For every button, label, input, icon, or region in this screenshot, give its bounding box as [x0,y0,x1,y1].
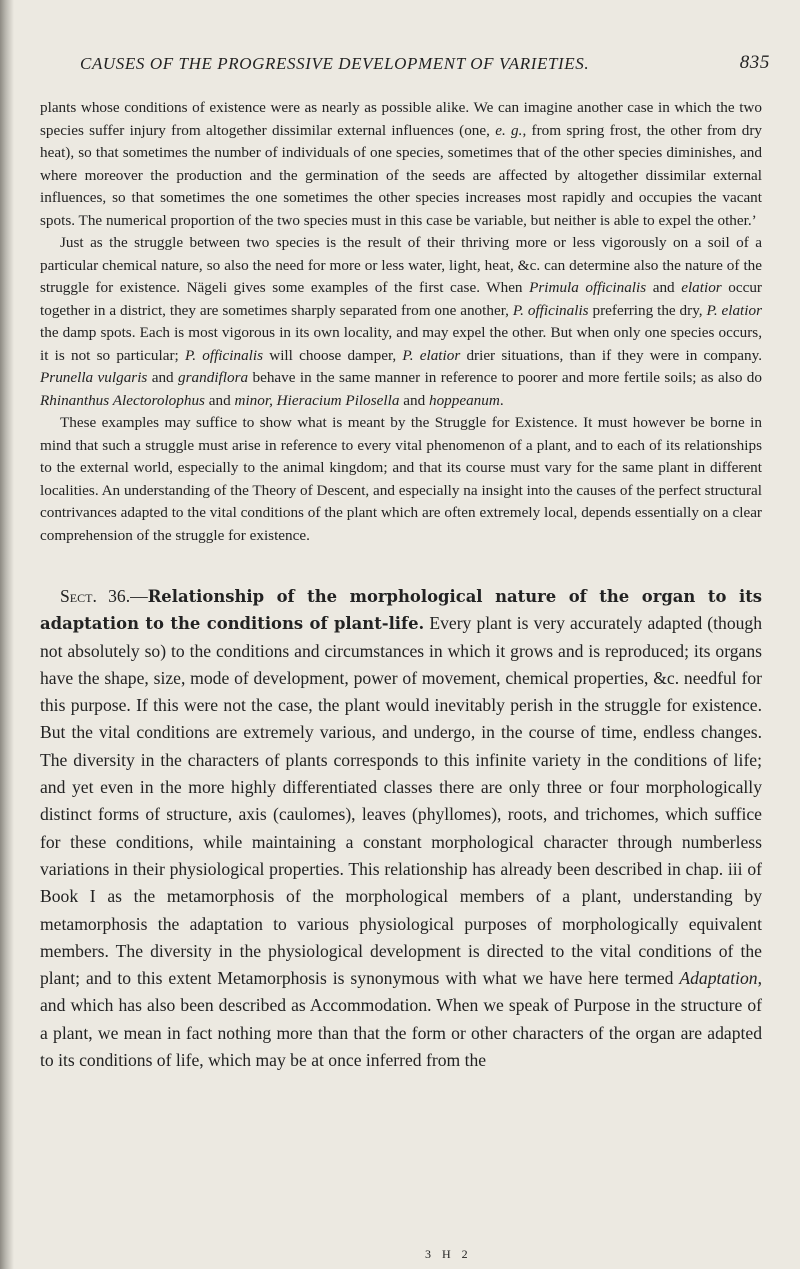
paragraph-struggle-summary: These examples may suffice to show what is meant by the Struggle for Existence. It must however be borne in mind that such a struggle must arise in reference to every vital phenomenon of a plant, and to each of its relationships to the external world, especially to the animal kingdom; and that its course must vary for the same plant in different localities. An understanding of the Theory of Descent, and especially na insight into the causes of the perfect structural contrivances adapted to the vital conditions of the plant which are often extremely local, depends essentially on a clear comprehension of the struggle for existence. [40,414,762,544]
paragraph-continuation [40,97,762,232]
paragraph-nageli-examples [40,232,762,412]
species-name: P. elatior [402,346,461,364]
text-run: occur together in a district, they are sometimes sharply separated from one another, [40,279,762,319]
species-name: grandiflora [178,369,249,386]
page-binding-edge [0,0,14,1269]
text-run: . [499,391,504,409]
species-name: minor, Hieracium Pilosella [234,391,400,409]
text-run: , and which has also been described as Accommodation. When we speak of Purpose in the structure of a plant, we mean in fact nothing more than that the form or other characters of the organ are adapted to its conditions of life, which may be at once inferred from the [40,968,762,1071]
paragraph-section-36 [40,583,762,1074]
large-type-section [40,583,762,1074]
species-name: P. officinalis [184,346,264,364]
text-run: and [147,369,179,386]
text-run: preferring the dry, [588,301,707,319]
text-run: behave in the same manner in reference to poorer and more fertile soils; as also do [248,369,762,386]
running-head-title: CAUSES OF THE PROGRESSIVE DEVELOPMENT OF VARIETIES. [80,54,590,73]
section-number: Sect. 36.— [60,586,148,606]
body-text [40,97,762,1074]
species-name: hoppeanum [428,391,500,409]
text-run: Every plant is very accurately adapted (though not absolutely so) to the conditions and circumstances in which it grows and is reproduced; its organs have the shape, size, mode of development, power of movement, chemical properties, &c. needful for this purpose. If this were not the case, the plant would inevitably perish in the struggle for existence. But the vital conditions are extremely various, and undergo, in the course of time, endless changes. The diversity in the characters of plants corresponds to this infinite variety in the conditions of life; and yet even in the more highly differentiated classes there are only three or four morphologically distinct forms of structure, axis (caulomes), leaves (phyllomes), roots, and trichomes, which suffice for these conditions, while maintaining a constant morphological character through numberless variations in their physiological properties. This relationship has already been described in chap. iii of Book I as the metamorphosis of the morphological members of a plant, understanding by metamorphosis the adaptation to various physiological purposes of morphologically equivalent members. The diversity in the physiological development is directed to the vital conditions of the plant; and to this extent Metamorphosis is synonymous with what we have here termed [40,613,763,989]
term-adaptation: Adaptation [679,968,758,989]
text-run: and [646,279,682,296]
text-run: and [399,391,429,409]
text-run: drier situations, than if they were in company. [460,346,762,364]
species-name: Prunella vulgaris [40,369,148,386]
text-run: will choose damper, [263,346,403,364]
species-name: P. officinalis [512,301,589,319]
text-run: , from spring frost, the other from dry heat), so that sometimes the number of individuals of one species, sometimes that of the other species diminishes, and where moreover the production and the germination of the seeds are affected by altogether dissimilar external influences, so that sometimes the one sometimes the other species increases most rapidly and occupies the vacant spots. The numerical proportion of the two species must in this case be variable, but neither is able to expel the other.’ [40,121,762,229]
species-name: P. elatior [706,301,763,319]
text-run: the damp spots. Each is most vigorous in its own locality, and may expel the other. But when only one species occurs, it is not so particular; [40,324,762,364]
page-number: 835 [739,52,770,73]
species-name: Rhinanthus Alectorolophus [40,391,205,409]
small-type-section [40,97,762,547]
section-heading: Relationship of the morphological nature of the organ to its adaptation to the conditions of plant-life. [40,587,762,634]
abbrev-eg: e. g. [495,121,523,139]
text-run: Just as the struggle between two species is the result of their thriving more or less vigorously on a soil of a particular chemical nature, so also the need for more or less water, light, heat, &c. can determine also the nature of the struggle for existence. Nägeli gives some examples of the first case. When [40,234,762,296]
signature-mark: 3 H 2 [425,1247,472,1261]
text-run: and [204,391,235,409]
species-name: Primula officinalis [529,279,647,296]
running-head [80,54,770,74]
section-gap [40,547,762,583]
species-name: elatior [681,279,722,296]
text-run: plants whose conditions of existence were as nearly as possible alike. We can imagine another case in which the two species suffer injury from altogether dissimilar external influences (one, [40,99,762,139]
